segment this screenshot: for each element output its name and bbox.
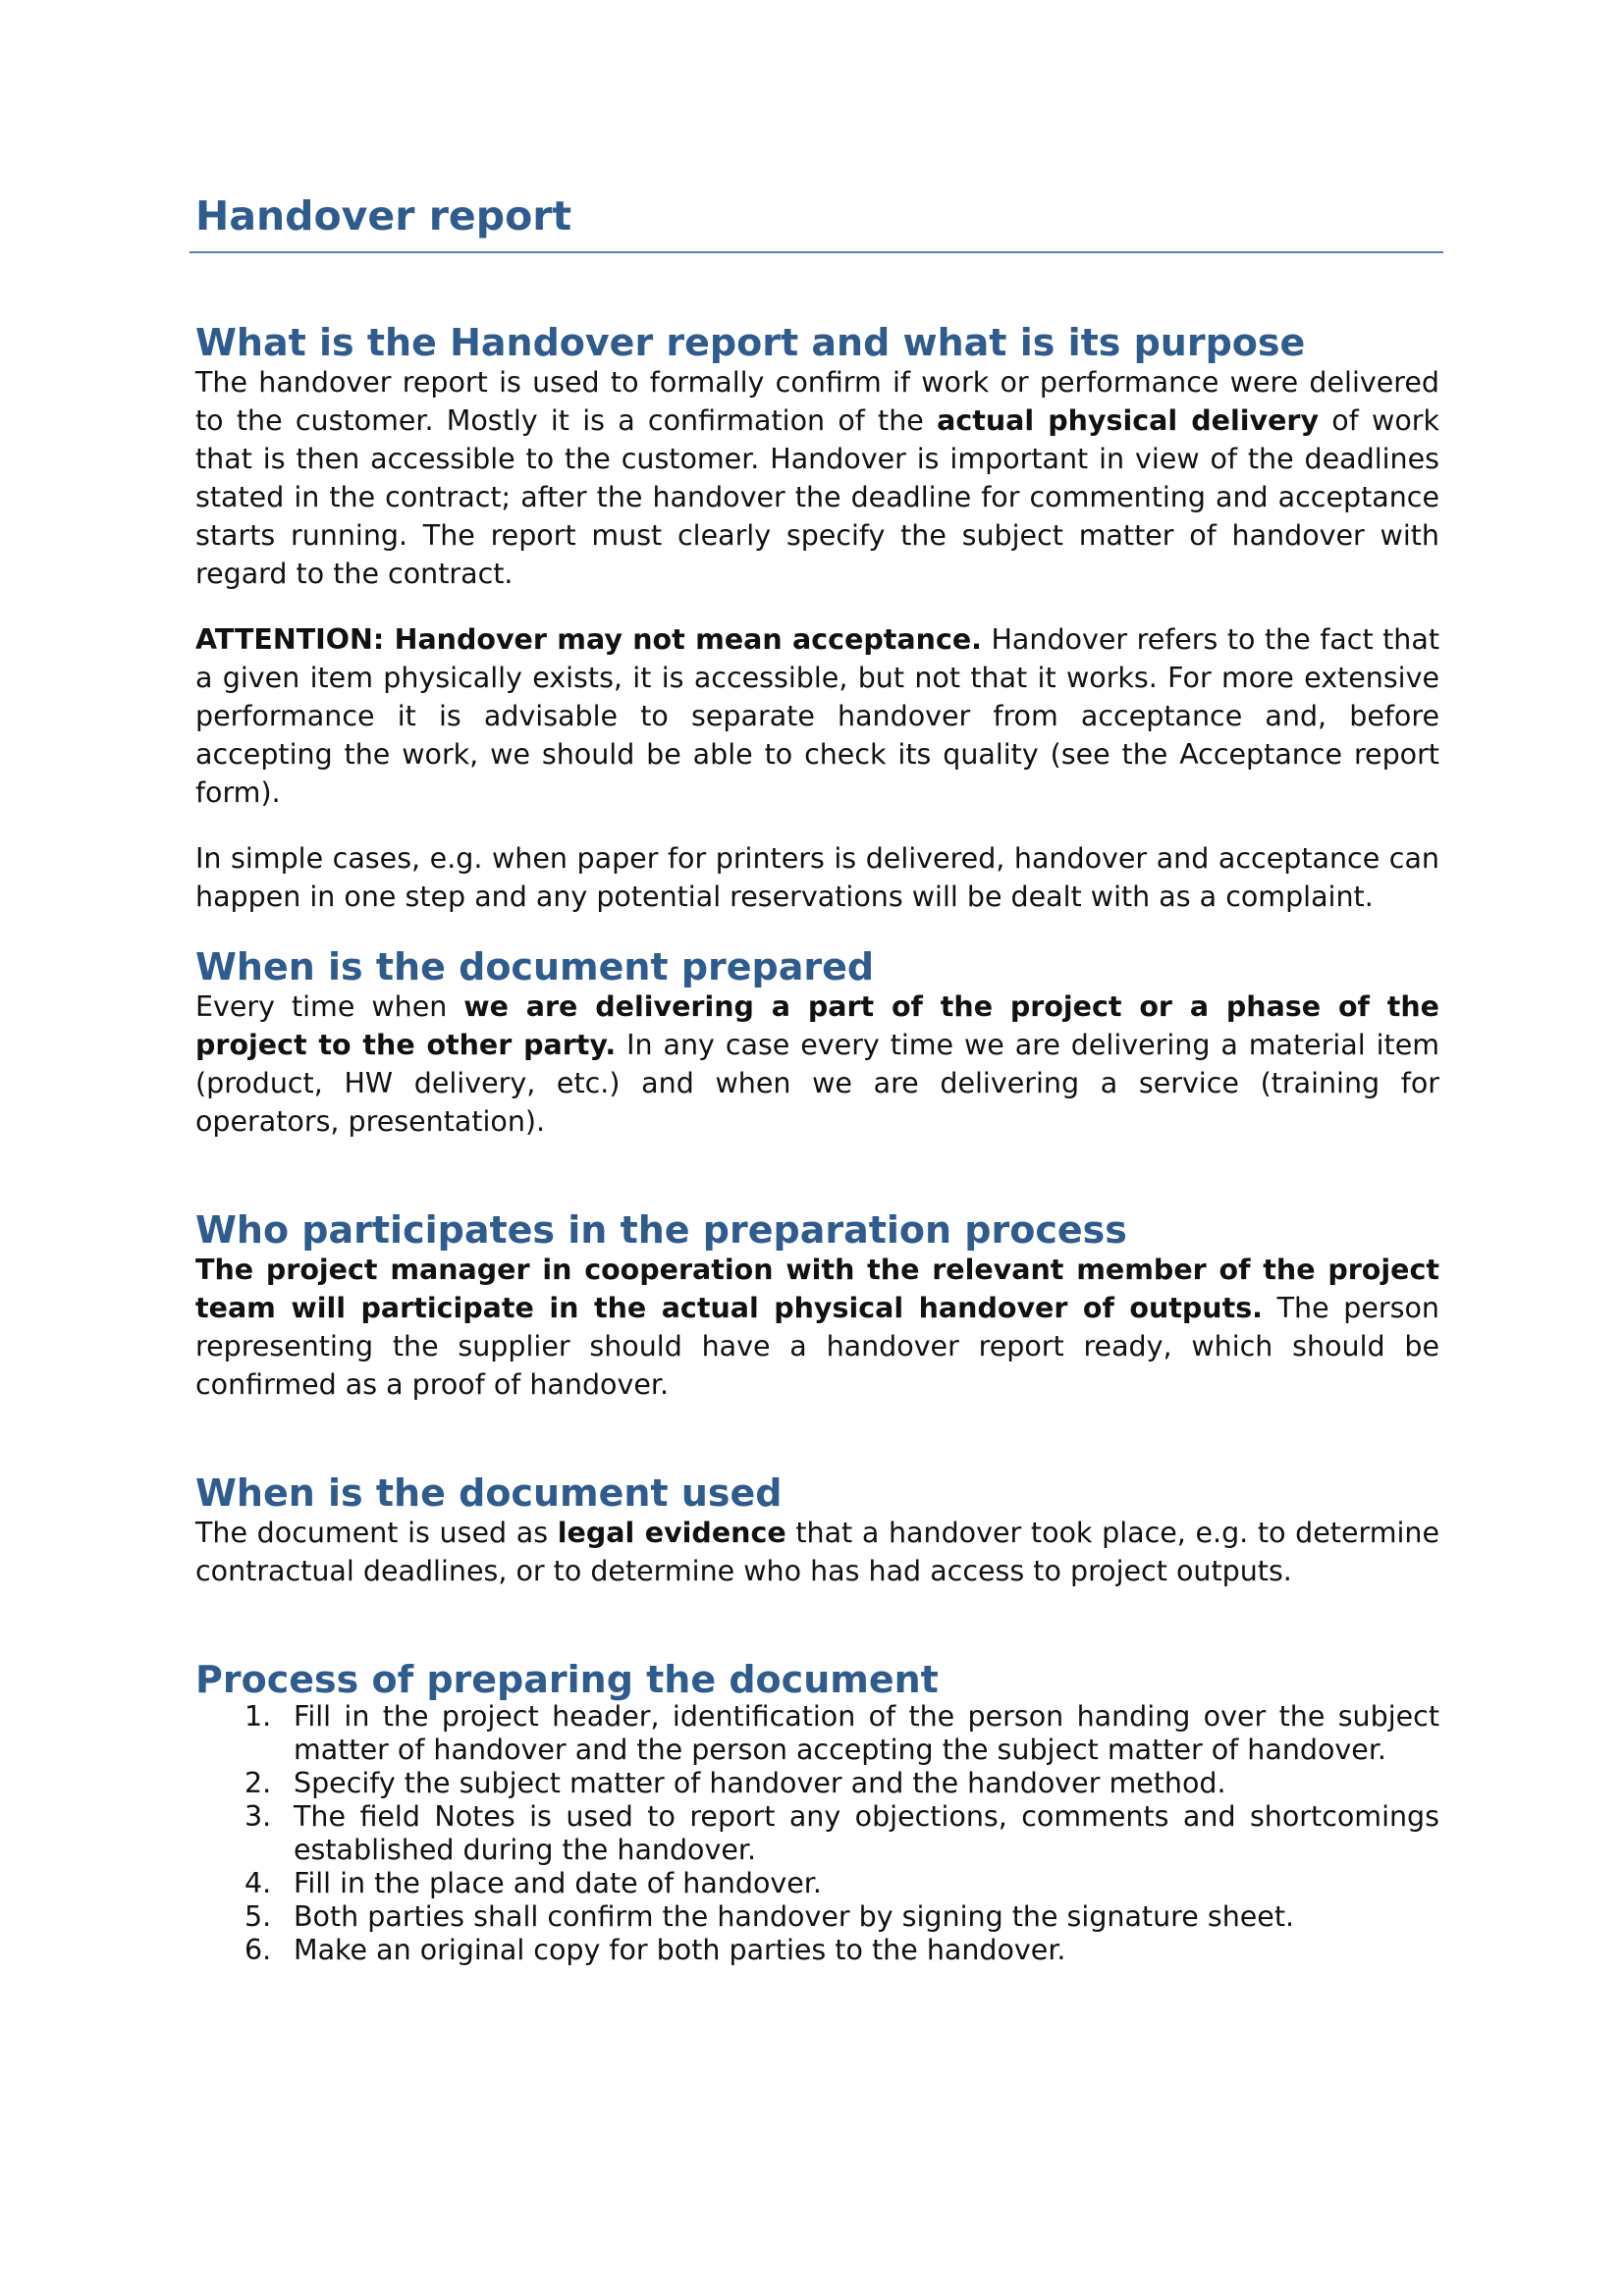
prepared-text-1: Every time when	[195, 990, 464, 1023]
section-process	[195, 1659, 1439, 1967]
list-item	[195, 1900, 1439, 1934]
list-item	[195, 1800, 1439, 1867]
page-title: Handover report	[195, 192, 572, 240]
list-item	[195, 1867, 1439, 1900]
section-purpose	[195, 322, 1439, 916]
list-item-number: 6.	[244, 1934, 272, 1966]
list-item	[195, 1934, 1439, 1967]
section-heading-process: Process of preparing the document	[195, 1658, 939, 1701]
purpose-p1-bold: actual physical delivery	[937, 404, 1320, 437]
title-divider	[189, 251, 1443, 253]
prepared-paragraph	[195, 988, 1439, 1141]
section-used	[195, 1472, 1439, 1590]
process-steps-list	[195, 1700, 1439, 1967]
list-item-text: Specify the subject matter of handover and the handover method.	[294, 1767, 1226, 1799]
prepared-text-2: In any case every time we are delivering a material item (product, HW delivery, etc.) and when we are delivering a service (training for operators, presentation).	[195, 1029, 1439, 1138]
list-item-text: Fill in the project header, identification of the person handing over the subject matter of handover and the person accepting the subject matter of handover.	[294, 1700, 1439, 1766]
purpose-p1-text-1: The handover report is used to formally confirm if work or performance were delivered to the customer. Mostly it is a confirmation of the	[195, 366, 1439, 437]
list-item-text: Both parties shall confirm the handover by signing the signature sheet.	[294, 1900, 1295, 1933]
participants-bold: The project manager in cooperation with the relevant member of the project team will participate in the actual physical handover of outputs.	[195, 1254, 1439, 1324]
purpose-paragraph-3: In simple cases, e.g. when paper for printers is delivered, handover and acceptance can happen in one step and any potential reservations will be dealt with as a complaint.	[195, 842, 1439, 913]
list-item-number: 5.	[244, 1900, 272, 1933]
section-heading-participants: Who participates in the preparation process	[195, 1208, 1127, 1252]
section-participants	[195, 1209, 1439, 1404]
purpose-paragraph-1	[195, 363, 1439, 593]
purpose-paragraph-2	[195, 620, 1439, 812]
purpose-p2-bold: ATTENTION: Handover may not mean acceptance.	[195, 623, 982, 656]
list-item	[195, 1700, 1439, 1767]
purpose-p1-text-2: of work that is then accessible to the customer. Handover is important in view of the deadlines stated in the contract; after the handover the deadline for commenting and acceptance starts running. The report must clearly specify the subject matter of handover with regard to the contract.	[195, 404, 1439, 590]
used-text-1: The document is used as	[195, 1517, 558, 1549]
list-item-text: Make an original copy for both parties to the handover.	[294, 1934, 1066, 1966]
participants-text: The person representing the supplier should have a handover report ready, which should be confirmed as a proof of handover.	[195, 1292, 1439, 1401]
purpose-p2-text: Handover refers to the fact that a given item physically exists, it is accessible, but not that it works. For more extensive performance it is advisable to separate handover from acceptance and, before accepting the work, we should be able to check its quality (see the Acceptance report form).	[195, 623, 1439, 809]
section-heading-purpose: What is the Handover report and what is its purpose	[195, 321, 1306, 364]
list-item-number: 4.	[244, 1867, 272, 1899]
list-item-text: Fill in the place and date of handover.	[294, 1867, 822, 1899]
section-heading-used: When is the document used	[195, 1471, 783, 1515]
list-item-number: 1.	[244, 1700, 272, 1733]
list-item-text: The field Notes is used to report any objections, comments and shortcomings established during the handover.	[294, 1800, 1439, 1866]
list-item-number: 3.	[244, 1800, 272, 1833]
participants-paragraph	[195, 1251, 1439, 1404]
section-prepared	[195, 946, 1439, 1141]
used-bold: legal evidence	[557, 1517, 786, 1549]
list-item	[195, 1767, 1439, 1800]
used-text-2: that a handover took place, e.g. to determine contractual deadlines, or to determine who has had access to project outputs.	[195, 1517, 1439, 1587]
section-heading-prepared: When is the document prepared	[195, 945, 875, 988]
prepared-bold: we are delivering a part of the project or a phase of the project to the other party.	[195, 990, 1439, 1061]
list-item-number: 2.	[244, 1767, 272, 1799]
used-paragraph	[195, 1514, 1439, 1590]
